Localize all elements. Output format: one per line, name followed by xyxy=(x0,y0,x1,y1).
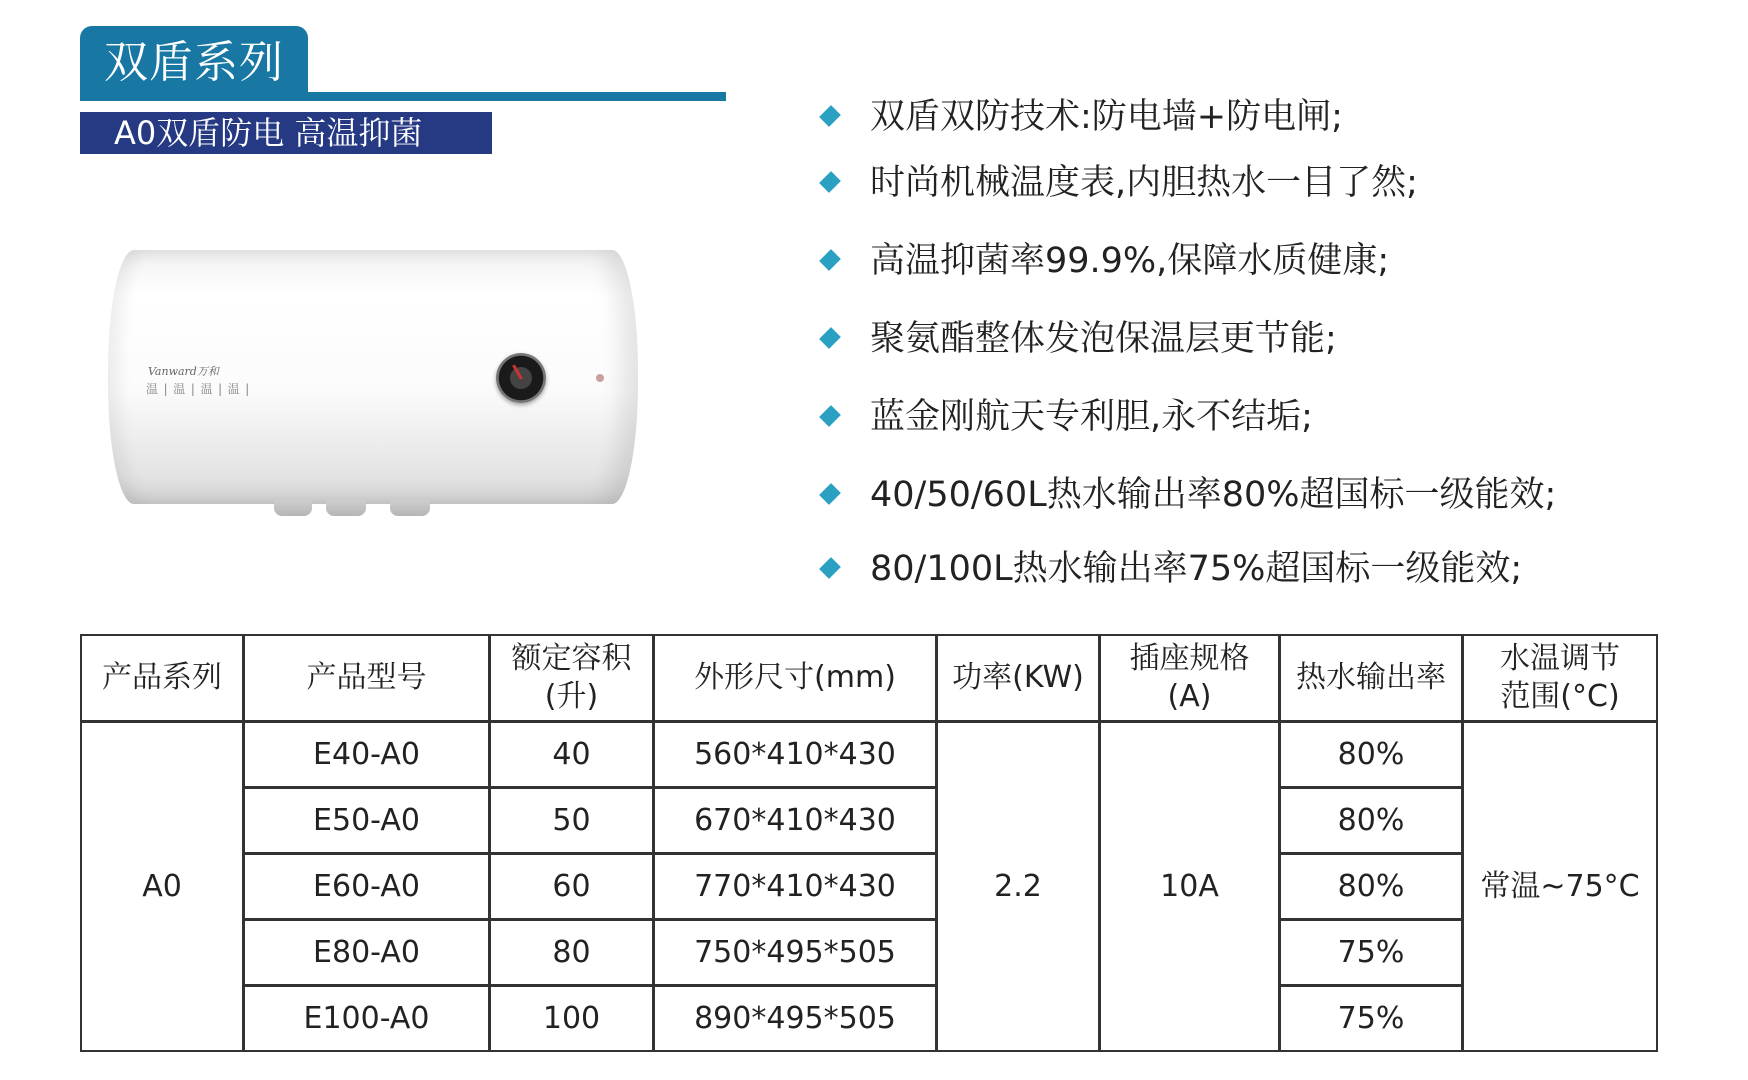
diamond-bullet-icon xyxy=(819,171,841,193)
water-heater-image xyxy=(108,250,646,520)
thermometer-dial-icon xyxy=(496,353,546,403)
table-row-size: 890*495*505 xyxy=(694,1000,896,1036)
table-row-capacity: 50 xyxy=(552,802,591,838)
table-row-size: 770*410*430 xyxy=(694,868,896,904)
series-title: 双盾系列 xyxy=(80,26,308,100)
title-underline xyxy=(80,92,726,101)
header-socket: 插座规格 (A) xyxy=(1129,641,1250,714)
diamond-bullet-icon xyxy=(819,249,841,271)
header-temp-range: 水温调节 范围(°C) xyxy=(1500,641,1620,714)
table-row-size: 750*495*505 xyxy=(694,934,896,970)
table-row-model: E50-A0 xyxy=(313,802,420,838)
diamond-bullet-icon xyxy=(819,405,841,427)
header-capacity: 额定容积 (升) xyxy=(511,641,632,714)
table-row-capacity: 60 xyxy=(552,868,591,904)
diamond-bullet-icon xyxy=(819,483,841,505)
spec-table xyxy=(80,634,1658,1052)
header-output: 热水输出率 xyxy=(1296,660,1446,695)
diamond-bullet-icon xyxy=(819,557,841,579)
table-row-model: E80-A0 xyxy=(313,934,420,970)
power-cell: 2.2 xyxy=(994,868,1042,904)
inlet-pipe xyxy=(274,500,312,516)
table-row-size: 560*410*430 xyxy=(694,736,896,772)
outlet-pipe xyxy=(390,500,430,516)
series-cell: A0 xyxy=(142,868,182,904)
socket-cell: 10A xyxy=(1160,868,1219,904)
table-row-model: E60-A0 xyxy=(313,868,420,904)
diamond-bullet-icon xyxy=(819,327,841,349)
table-row-output: 75% xyxy=(1337,934,1405,970)
table-row-size: 670*410*430 xyxy=(694,802,896,838)
table-row-capacity: 100 xyxy=(542,1000,601,1036)
table-row-model: E40-A0 xyxy=(313,736,420,772)
header-size: 外形尺寸(mm) xyxy=(694,660,896,695)
table-row-output: 75% xyxy=(1337,1000,1405,1036)
header-model: 产品型号 xyxy=(306,660,427,695)
drain-pipe xyxy=(326,500,366,516)
heater-tank xyxy=(108,250,638,504)
function-marks: 温|温|温|温| xyxy=(146,382,255,396)
temp-range-cell: 常温~75°C xyxy=(1480,868,1640,904)
header-series: 产品系列 xyxy=(102,660,222,695)
brand-logo: Vanward万和 xyxy=(148,365,219,378)
table-row-output: 80% xyxy=(1337,802,1405,838)
indicator-light-icon xyxy=(596,374,604,382)
table-row-output: 80% xyxy=(1337,868,1405,904)
table-row-capacity: 40 xyxy=(552,736,591,772)
table-row-capacity: 80 xyxy=(552,934,591,970)
table-row-output: 80% xyxy=(1337,736,1405,772)
diamond-bullet-icon xyxy=(819,105,841,127)
header-power: 功率(KW) xyxy=(952,660,1084,695)
subtitle-banner: A0双盾防电 高温抑菌 xyxy=(80,112,492,154)
table-row-model: E100-A0 xyxy=(303,1000,430,1036)
